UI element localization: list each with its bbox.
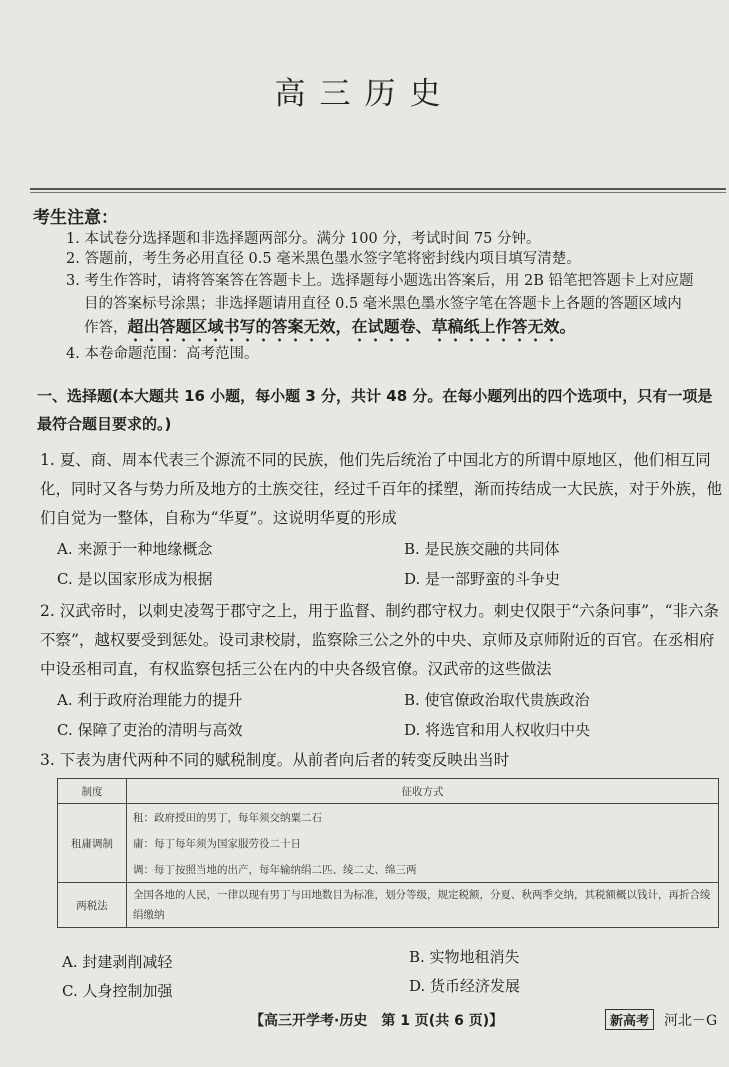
- page-footer: 【高三开学考·历史 第 1 页(共 6 页)】: [250, 1013, 504, 1029]
- page-title: 高三历史: [274, 76, 455, 112]
- row-zuyongdiao-label: 租庸调制: [58, 804, 127, 883]
- q3-option-b: B. 实物地租消失: [409, 948, 520, 966]
- exam-tag: 新高考: [605, 1009, 654, 1030]
- row-zuyongdiao-item: 庸：每丁每年须为国家服劳役二十日: [127, 830, 719, 856]
- q1-option-d: D. 是一部野蛮的斗争史: [404, 570, 561, 588]
- q2-option-a: A. 利于政府治理能力的提升: [57, 691, 243, 709]
- question-2-stem: 2. 汉武帝时，以刺史凌驾于郡守之上，用于监督、制约郡守权力。刺史仅限于“六条问事”，“非六条不察”，越权要受到惩处。设司隶校尉，监察除三公之外的中央、京师及京师附近的百官。在丞相府中设丞相司直，有权监察包括三公在内的中央各级官僚。汉武帝的这些做法: [40, 602, 719, 678]
- header-rule-thin: [30, 192, 726, 193]
- notice-item-1: 1. 本试卷分选择题和非选择题两部分。满分 100 分，考试时间 75 分钟。: [66, 231, 541, 247]
- q2-option-b: B. 使官僚政治取代贵族政治: [404, 691, 590, 709]
- q3-option-c: C. 人身控制加强: [62, 982, 173, 1000]
- section-heading: 一、选择题(本大题共 16 小题，每小题 3 分，共计 48 分。在每小题列出的四个选项中，只有一项是最符合题目要求的。): [37, 387, 713, 433]
- notice-item-3-prefix: 作答，: [84, 320, 128, 336]
- notice-item-3-line1: 3. 考生作答时，请将答案答在答题卡上。选择题每小题选出答案后，用 2B 铅笔把答题卡上对应题: [66, 273, 694, 289]
- notice-item-3-line3: [84, 316, 576, 345]
- row-liangshuifa-label: 两税法: [58, 883, 127, 928]
- q1-option-b: B. 是民族交融的共同体: [404, 540, 560, 558]
- row-zuyongdiao-item: 租：政府授田的男丁，每年须交纳粟二石: [127, 804, 719, 831]
- region-code: 河北－G: [664, 1013, 718, 1029]
- q3-option-d: D. 货币经济发展: [409, 977, 521, 995]
- row-zuyongdiao-item: 调：每丁按照当地的出产，每年输纳绢二匹、绫二丈、绵三两: [127, 856, 719, 883]
- q2-option-d: D. 将选官和用人权收归中央: [404, 721, 591, 739]
- q1-option-c: C. 是以国家形成为根据: [57, 570, 213, 588]
- question-1-stem: 1. 夏、商、周本代表三个源流不同的民族，他们先后统治了中国北方的所谓中原地区，他们相互同化，同时又各与势力所及地方的土族交往，经过千百年的揉塑，渐而抟结成一大民族，对于外族，他们自觉为一整体，自称为“华夏”。这说明华夏的形成: [40, 451, 723, 527]
- notice-item-2: 2. 答题前，考生务必用直径 0.5 毫米黑色墨水签字笔将密封线内项目填写清楚。: [66, 251, 581, 267]
- notice-item-3-line2: 目的答案标号涂黑；非选择题请用直径 0.5 毫米黑色墨水签字笔在答题卡上各题的答题区域内: [84, 296, 682, 312]
- header-rule: [30, 188, 726, 190]
- table-header-method: 征收方式: [127, 779, 719, 804]
- notice-heading: 考生注意：: [33, 208, 118, 228]
- table-header-system: 制度: [58, 779, 127, 804]
- tax-system-table: [57, 778, 719, 928]
- notice-item-4: 4. 本卷命题范围：高考范围。: [66, 346, 259, 362]
- q1-option-a: A. 来源于一种地缘概念: [57, 540, 213, 558]
- q2-option-c: C. 保障了吏治的清明与高效: [57, 721, 243, 739]
- q3-option-a: A. 封建剥削减轻: [62, 953, 173, 971]
- notice-emphasis: 超出答题区域书写的答案无效，在试题卷、草稿纸上作答无效。: [127, 317, 576, 336]
- row-liangshuifa-text: 全国各地的人民，一律以现有男丁与田地数目为标准，划分等级，规定税额，分夏、秋两季交纳，其税额概以钱计，再折合绫绢缴纳: [127, 883, 719, 928]
- question-3-stem: 3. 下表为唐代两种不同的赋税制度。从前者向后者的转变反映出当时: [40, 751, 510, 769]
